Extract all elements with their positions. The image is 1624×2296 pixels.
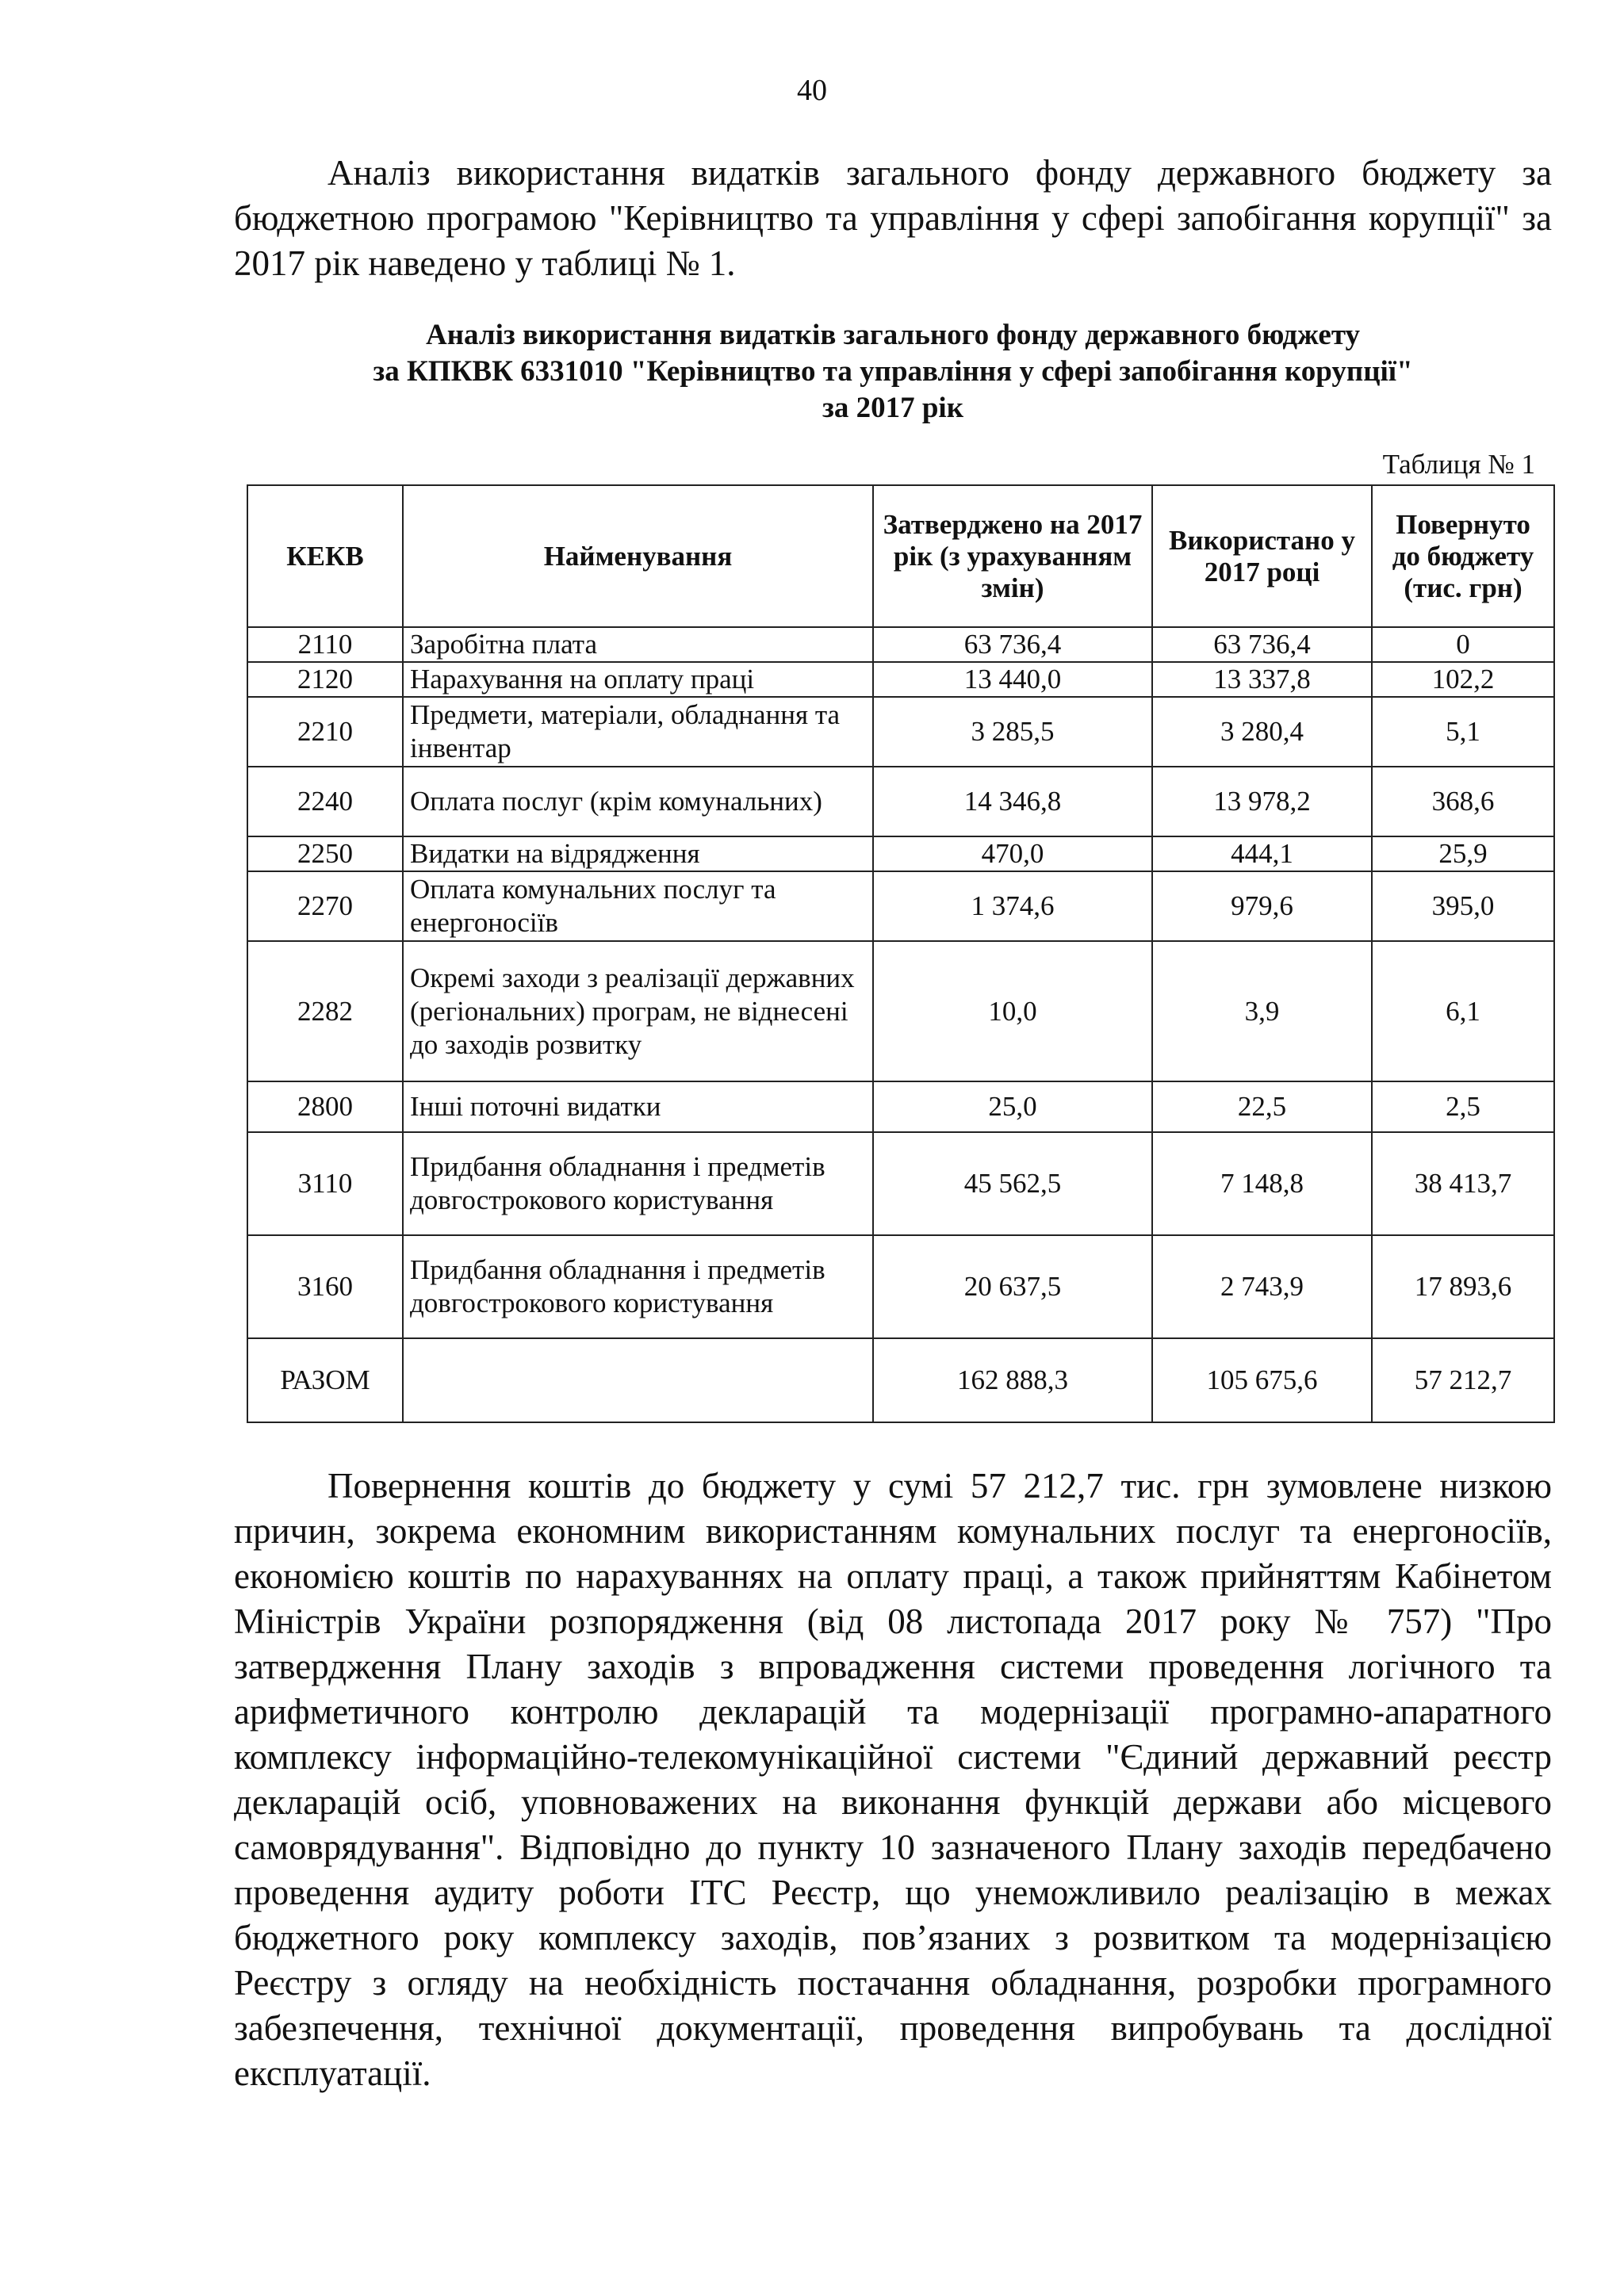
table-row (247, 1132, 1554, 1235)
cell-code: 2270 (247, 871, 403, 941)
cell-used: 13 337,8 (1152, 662, 1372, 697)
cell-used: 13 978,2 (1152, 767, 1372, 836)
cell-name: Видатки на відрядження (403, 836, 873, 871)
cell-used: 444,1 (1152, 836, 1372, 871)
table-title-line-2: за КПКВК 6331010 "Керівництво та управління у сфері запобігання корупції" (373, 355, 1413, 388)
cell-used: 3,9 (1152, 941, 1372, 1081)
cell-returned: 395,0 (1372, 871, 1554, 941)
cell-returned: 17 893,6 (1372, 1235, 1554, 1338)
intro-paragraph: Аналіз використання видатків загального фонду державного бюджету за бюджетною програмою "Керівництво та управління у сфері запобігання корупції" за 2017 рік наведено у таблиці № 1. (234, 153, 1552, 283)
cell-name: Предмети, матеріали, обладнання та інвентар (403, 697, 873, 767)
header-approved: Затверджено на 2017 рік (з урахуванням змін) (873, 485, 1152, 627)
table-row (247, 697, 1554, 767)
cell-code: 2120 (247, 662, 403, 697)
cell-approved: 45 562,5 (873, 1132, 1152, 1235)
cell-code: 3110 (247, 1132, 403, 1235)
total-name-empty (403, 1338, 873, 1422)
table-label: Таблиця № 1 (1382, 449, 1535, 480)
cell-used: 2 743,9 (1152, 1235, 1372, 1338)
table-row (247, 627, 1554, 662)
table-row (247, 871, 1554, 941)
header-name: Найменування (403, 485, 873, 627)
table-title-line-1: Аналіз використання видатків загального фонду державного бюджету (425, 319, 1361, 351)
cell-name: Придбання обладнання і предметів довгострокового користування (403, 1235, 873, 1338)
cell-name: Нарахування на оплату праці (403, 662, 873, 697)
cell-returned: 6,1 (1372, 941, 1554, 1081)
page-number: 40 (797, 74, 827, 107)
cell-returned: 0 (1372, 627, 1554, 662)
cell-returned: 102,2 (1372, 662, 1554, 697)
cell-name: Оплата послуг (крім комунальних) (403, 767, 873, 836)
table-title-line-3: за 2017 рік (822, 392, 964, 424)
cell-code: 2282 (247, 941, 403, 1081)
cell-name: Інші поточні видатки (403, 1081, 873, 1132)
cell-code: 2240 (247, 767, 403, 836)
table-row (247, 662, 1554, 697)
cell-code: 2800 (247, 1081, 403, 1132)
cell-code: 3160 (247, 1235, 403, 1338)
cell-returned: 2,5 (1372, 1081, 1554, 1132)
cell-approved: 13 440,0 (873, 662, 1152, 697)
closing-paragraph: Повернення коштів до бюджету у сумі 57 212,7 тис. грн зумовлене низкою причин, зокрема економним використанням комунальних послуг та енергоносіїв, економією коштів по нарахуваннях на оплату праці, а також прийняттям Кабінетом Міністрів України розпорядження (від 08 листопада 2017 року № 757) "Про затвердження Плану заходів з впровадження системи проведення логічного та арифметичного контролю декларацій та модернізації програмно-апаратного комплексу інформаційно-телекомунікаційної системи "Єдиний державний реєстр декларацій осіб, уповноважених на виконання функцій держави або місцевого самоврядування". Відповідно до пункту 10 зазначеного Плану заходів передбачено проведення аудиту роботи ІТС Реєстр, що унеможливило реалізацію в межах бюджетного року комплексу заходів, пов’язаних з розвитком та модернізацією Реєстру з огляду на необхідність постачання обладнання, розробки програмного забезпечення, технічної документації, проведення випробувань та дослідної експлуатації. (234, 1466, 1552, 2093)
cell-returned: 5,1 (1372, 697, 1554, 767)
cell-code: 2110 (247, 627, 403, 662)
cell-approved: 63 736,4 (873, 627, 1152, 662)
cell-code: 2250 (247, 836, 403, 871)
header-code: КЕКВ (247, 485, 403, 627)
cell-name: Заробітна плата (403, 627, 873, 662)
header-used: Використано у 2017 році (1152, 485, 1372, 627)
table-row (247, 941, 1554, 1081)
table-total-row (247, 1338, 1554, 1422)
cell-approved: 25,0 (873, 1081, 1152, 1132)
table-row (247, 836, 1554, 871)
cell-code: 2210 (247, 697, 403, 767)
cell-used: 979,6 (1152, 871, 1372, 941)
cell-name: Окремі заходи з реалізації державних (регіональних) програм, не віднесені до заходів розвитку (403, 941, 873, 1081)
cell-name: Придбання обладнання і предметів довгострокового користування (403, 1132, 873, 1235)
cell-used: 63 736,4 (1152, 627, 1372, 662)
cell-used: 22,5 (1152, 1081, 1372, 1132)
table-row (247, 1235, 1554, 1338)
cell-name: Оплата комунальних послуг та енергоносіїв (403, 871, 873, 941)
cell-used: 3 280,4 (1152, 697, 1372, 767)
cell-approved: 3 285,5 (873, 697, 1152, 767)
table-row (247, 1081, 1554, 1132)
total-used: 105 675,6 (1152, 1338, 1372, 1422)
cell-returned: 38 413,7 (1372, 1132, 1554, 1235)
table-header-row (247, 485, 1554, 627)
table-title (234, 317, 1552, 427)
budget-table (247, 484, 1555, 1423)
cell-returned: 368,6 (1372, 767, 1554, 836)
header-returned: Повернуто до бюджету (тис. грн) (1372, 485, 1554, 627)
table-row (247, 767, 1554, 836)
cell-used: 7 148,8 (1152, 1132, 1372, 1235)
cell-approved: 470,0 (873, 836, 1152, 871)
cell-returned: 25,9 (1372, 836, 1554, 871)
cell-approved: 1 374,6 (873, 871, 1152, 941)
total-returned: 57 212,7 (1372, 1338, 1554, 1422)
total-label: РАЗОМ (247, 1338, 403, 1422)
cell-approved: 14 346,8 (873, 767, 1152, 836)
cell-approved: 20 637,5 (873, 1235, 1152, 1338)
cell-approved: 10,0 (873, 941, 1152, 1081)
total-approved: 162 888,3 (873, 1338, 1152, 1422)
